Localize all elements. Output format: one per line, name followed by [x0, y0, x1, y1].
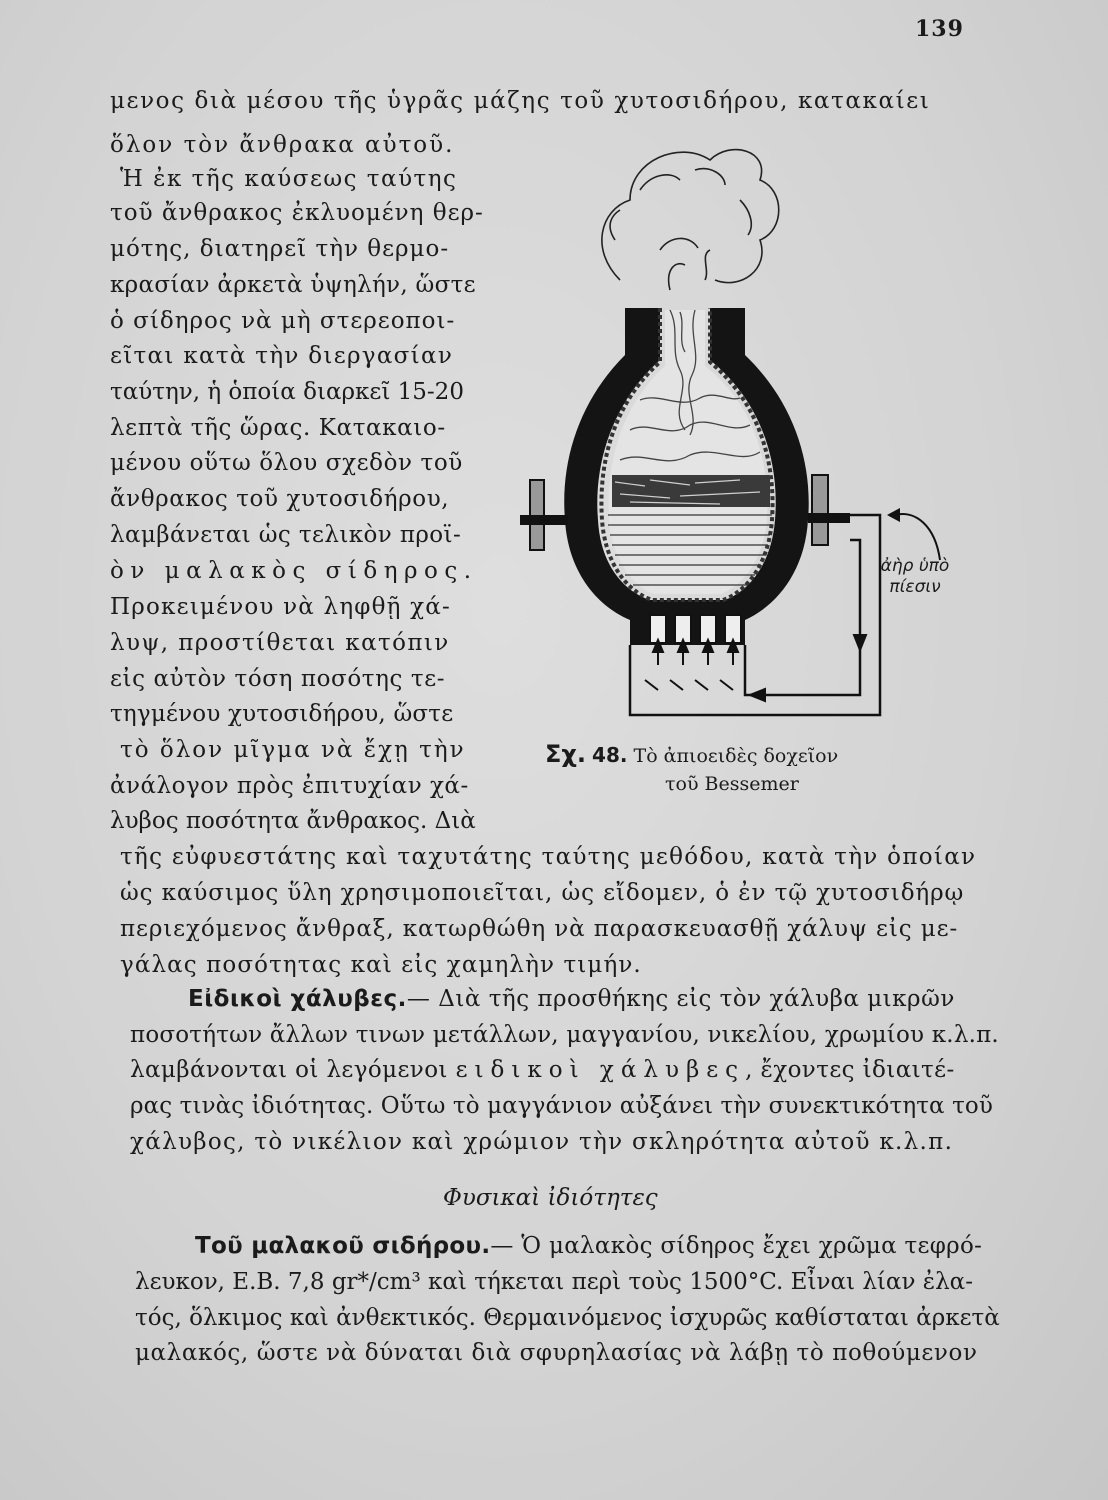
right-trunnion — [812, 475, 828, 545]
text-line: περιεχόμενος ἄνθραξ, κατωρθώθη νὰ παρασκευασθῇ χάλυψ εἰς με- — [120, 916, 959, 942]
text-line: Ἡ ἐκ τῆς καύσεως ταύτης — [120, 166, 458, 192]
text-line: μένου οὕτω ὅλου σχεδὸν τοῦ — [110, 450, 463, 476]
text-line: ποσοτήτων ἄλλων τινων μετάλλων, μαγγανίου, νικελίου, χρωμίου κ.λ.π. — [130, 1022, 999, 1048]
text-line: λυβος ποσότητα ἄνθρακος. Διὰ — [110, 808, 476, 834]
incoming-air-arrow — [895, 514, 940, 560]
soft-iron-text: — Ὁ μαλακὸς σίδηρος ἔχει χρῶμα τεφρό- — [490, 1233, 983, 1259]
text-line: Προκειμένου νὰ ληφθῇ χά- — [110, 594, 451, 620]
special-steels-heading: Εἰδικοὶ χάλυβες. — [188, 986, 407, 1012]
figure-number: 48. — [592, 743, 628, 767]
text-line: μενος διὰ μέσου τῆς ὑγρᾶς μάζης τοῦ χυτοσιδήρου, κατακαίει — [110, 88, 931, 114]
text-segment: , ἔχοντες ἰδιαιτέ- — [745, 1057, 955, 1083]
soft-iron-line — [195, 1231, 982, 1261]
text-line: κρασίαν ἀρκετὰ ὑψηλήν, ὥστε — [110, 272, 476, 298]
text-line — [130, 1055, 955, 1085]
text-line: ἄνθρακος τοῦ χυτοσιδήρου, — [110, 486, 450, 512]
soft-iron-heading: Τοῦ μαλακοῦ σιδήρου. — [195, 1233, 491, 1259]
text-line: λυψ, προστίθεται κατόπιν — [110, 630, 450, 656]
text-line: ταύτην, ἡ ὁποία διαρκεῖ 15-20 — [110, 379, 464, 405]
text-line: ρας τινὰς ἰδιότητας. Οὕτω τὸ μαγγάνιον αὐξάνει τὴν συνεκτικότητα τοῦ — [130, 1093, 993, 1119]
page-number: 139 — [915, 16, 964, 42]
text-line: τηγμένου χυτοσιδήρου, ὥστε — [110, 701, 454, 727]
text-line: ὁ σίδηρος νὰ μὴ στερεοποι- — [110, 308, 456, 334]
bessemer-converter-figure — [520, 130, 960, 720]
text-line: λεπτὰ τῆς ὥρας. Κατακαιο- — [110, 415, 446, 441]
text-line: τοῦ ἄνθρακος ἐκλυομένη θερ- — [110, 200, 484, 226]
text-line: μαλακός, ὥστε νὰ δύναται διὰ σφυρηλασίας νὰ λάβῃ τὸ ποθούμενον — [135, 1340, 978, 1366]
text-line: τὸ ὅλον μῖγμα νὰ ἔχῃ τὴν — [120, 737, 466, 763]
text-line: χάλυβος, τὸ νικέλιον καὶ χρώμιον τὴν σκληρότητα αὐτοῦ κ.λ.π. — [130, 1129, 954, 1155]
caption-text: Τὸ ἀπιοειδὲς δοχεῖον — [633, 745, 839, 767]
text-line: εἰς αὐτὸν τόση ποσότης τε- — [110, 666, 446, 692]
figure-caption — [545, 740, 925, 798]
special-steels-text: — Διὰ τῆς προσθήκης εἰς τὸν χάλυβα μικρῶν — [406, 986, 955, 1012]
text-line: ὅλον τὸν ἄνθρακα αὐτοῦ. — [110, 132, 455, 158]
caption-line — [545, 740, 925, 770]
text-line: τῆς εὐφυεστάτης καὶ ταχυτάτης ταύτης μεθόδου, κατὰ τὴν ὁποίαν — [120, 844, 977, 870]
special-steels-line — [188, 984, 955, 1014]
caption-line: τοῦ Bessemer — [665, 773, 799, 795]
figure-label: Σχ. — [545, 740, 586, 768]
text-line: λευκον, Ε.Β. 7,8 gr*/cm³ καὶ τήκεται περὶ τοὺς 1500°C. Εἶναι λίαν ἐλα- — [135, 1269, 973, 1295]
term-special-steels: ειδικοὶ χάλυβες — [455, 1057, 746, 1083]
text-line: ὡς καύσιμος ὕλη χρησιμοποιεῖται, ὡς εἴδομεν, ὁ ἐν τῷ χυτοσιδήρῳ — [120, 880, 965, 906]
text-line: ὸν μαλακὸς σίδηρος. — [110, 558, 478, 584]
text-line: ἀνάλογον πρὸς ἐπιτυχίαν χά- — [110, 773, 469, 799]
text-line: γάλας ποσότητας καὶ εἰς χαμηλὴν τιμήν. — [120, 952, 642, 978]
text-line: εῖται κατὰ τὴν διεργασίαν — [110, 343, 454, 369]
text-line: τός, ὅλκιμος καὶ ἀνθεκτικός. Θερμαινόμενος ἰσχυρῶς καθίσταται ἀρκετὰ — [135, 1305, 1000, 1331]
air-pressure-label — [870, 556, 960, 598]
text-line: λαμβάνεται ὡς τελικὸν προϊ- — [110, 522, 462, 548]
text-segment: λαμβάνονται οἱ λεγόμενοι — [130, 1057, 456, 1083]
text-line: μότης, διατηρεῖ τὴν θερμο- — [110, 236, 450, 262]
smoke-cloud — [602, 150, 779, 290]
air-label-line: πίεσιν — [889, 577, 941, 597]
air-label-line: ἀὴρ ὑπὸ — [880, 556, 950, 576]
section-subheading: Φυσικαὶ ἰδιότητες — [443, 1185, 658, 1211]
